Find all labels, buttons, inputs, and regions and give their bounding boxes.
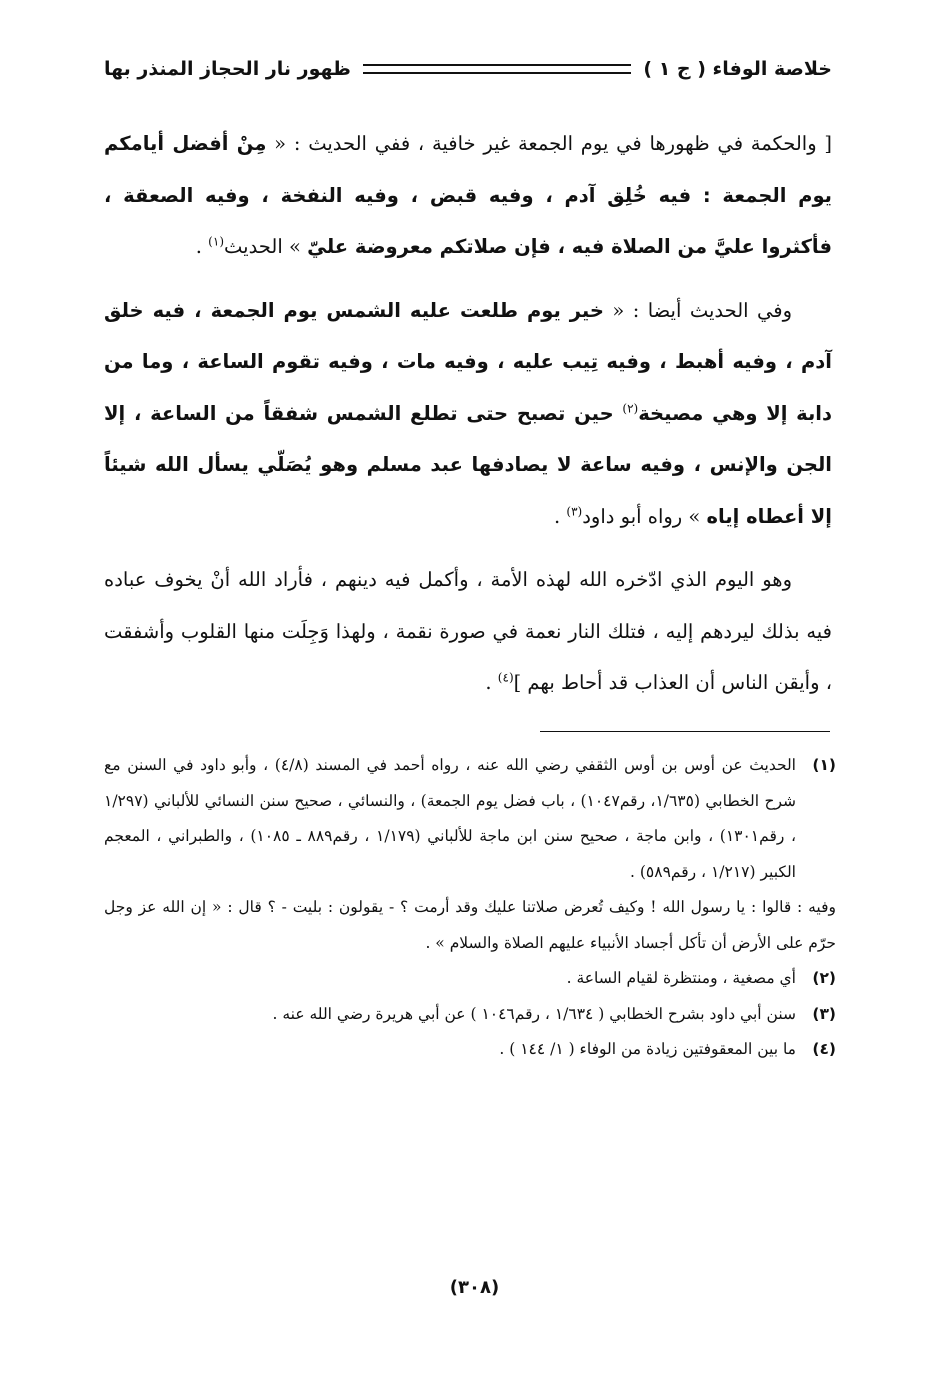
footnote-separator [540, 731, 830, 732]
footnote-2 [104, 961, 836, 997]
page-number: (٣٠٨) [449, 1277, 500, 1298]
paragraph-3 [104, 554, 832, 709]
footnote-text: ما بين المعقوفتين زيادة من الوفاء ( ١/ ١٤٤ ) . [499, 1040, 796, 1058]
footnote-1-continuation: وفيه : قالوا : يا رسول الله ! وكيف تُعرض صلاتنا عليك وقد أرمت ؟ - يقولون : بليت - ؟ قال : « إن الله عز وجل حرّم على الأرض أن تأكل أجساد الأنبياء عليهم الصلاة والسلام » . [104, 898, 836, 952]
footnote-marker-3: (٣) [566, 504, 583, 518]
paragraph-1-end: . [195, 235, 209, 258]
paragraph-2-intro: وفي الحديث أيضا : « [603, 298, 792, 322]
paragraph-1-intro: [ والحكمة في ظهورها في يوم الجمعة غير خافية ، ففي الحديث : « [266, 132, 832, 155]
paragraph-2 [104, 285, 832, 543]
footnote-number: (٣) [812, 1004, 836, 1023]
paragraph-3-text: وهو اليوم الذي ادّخره الله لهذه الأمة ، وأكمل فيه دينهم ، فأراد الله أنْ يخوف عباده فيه بذلك ليردهم إليه ، فتلك النار نعمة في صورة نقمة ، ولهذا وَجِلَت منها القلوب وأشفقت ، وأيقن الناس أن العذاب قد أحاط بهم ] [104, 568, 832, 694]
footnote-text: سنن أبي داود بشرح الخطابي ( ١/٦٣٤ ، رقم١٠٤٦ ) عن أبي هريرة رضي الله عنه . [272, 1004, 796, 1023]
section-title: ظهور نار الحجاز المنذر بها [104, 58, 351, 80]
paragraph-2-ref: » رواه أبو داود [582, 504, 707, 528]
footnote-marker-1: (١) [208, 234, 224, 249]
footnote-1 [104, 748, 836, 890]
footnote-marker-2: (٢) [622, 401, 639, 415]
paragraph-1-ref: » الحديث [224, 235, 308, 258]
paragraph-3-end: . [485, 671, 498, 694]
main-text [104, 118, 832, 709]
paragraph-2-end: . [553, 504, 567, 528]
footnotes [104, 748, 836, 1068]
running-header [104, 52, 832, 86]
footnote-number: (١) [812, 756, 836, 774]
hadith-quote-2b: حين تصبح حتى تطلع الشمس شفقاً من الساعة ، إلا الجن والإنس ، وفيه ساعة لا يصادفها عبد مسلم وهو يُصَلّي يسأل الله شيئاً إلا أعطاه إياه [104, 401, 832, 528]
footnote-text: الحديث عن أوس بن أوس الثقفي رضي الله عنه ، رواه أحمد في المسند (٤/٨) ، وأبو داود في السنن مع شرح الخطابي (١/٦٣٥، رقم١٠٤٧) ، باب فضل يوم الجمعة) ، والنسائي ، صحيح سنن النسائي للألباني (١/٢٩٧ ، رقم١٣٠١) ، وابن ماجة ، صحيح سنن ابن ماجة للألباني (١/١٧٩ ، رقم٨٨٩ ـ ١٠٨٥) ، والطبراني ، المعجم الكبير (١/٢١٧ ، رقم٥٨٩) . [104, 756, 797, 881]
footnote-marker-4: (٤) [497, 670, 514, 685]
paragraph-1 [104, 118, 832, 273]
header-rule [363, 64, 631, 74]
footnote-3 [104, 997, 836, 1033]
hadith-quote-2a: خير يوم طلعت عليه الشمس يوم الجمعة ، فيه خلق آدم ، وفيه أهبط ، وفيه تِيب عليه ، وفيه مات ، وفيه تقوم الساعة ، وما من دابة إلا وهي مصيخة [104, 298, 832, 425]
hadith-quote-1: مِنْ أفضل أيامكم يوم الجمعة : فيه خُلِق آدم ، وفيه قبض ، وفيه النفخة ، وفيه الصعقة ، فأكثروا عليَّ من الصلاة فيه ، فإن صلاتكم معروضة عليّ [104, 132, 832, 258]
footnote-4 [104, 1032, 836, 1068]
book-title: خلاصة الوفاء ( ج ١ ) [643, 58, 832, 80]
footnote-number: (٢) [812, 969, 836, 987]
footnote-text: أي مصغية ، ومنتظرة لقيام الساعة . [566, 969, 796, 987]
footnote-number: (٤) [812, 1040, 836, 1058]
